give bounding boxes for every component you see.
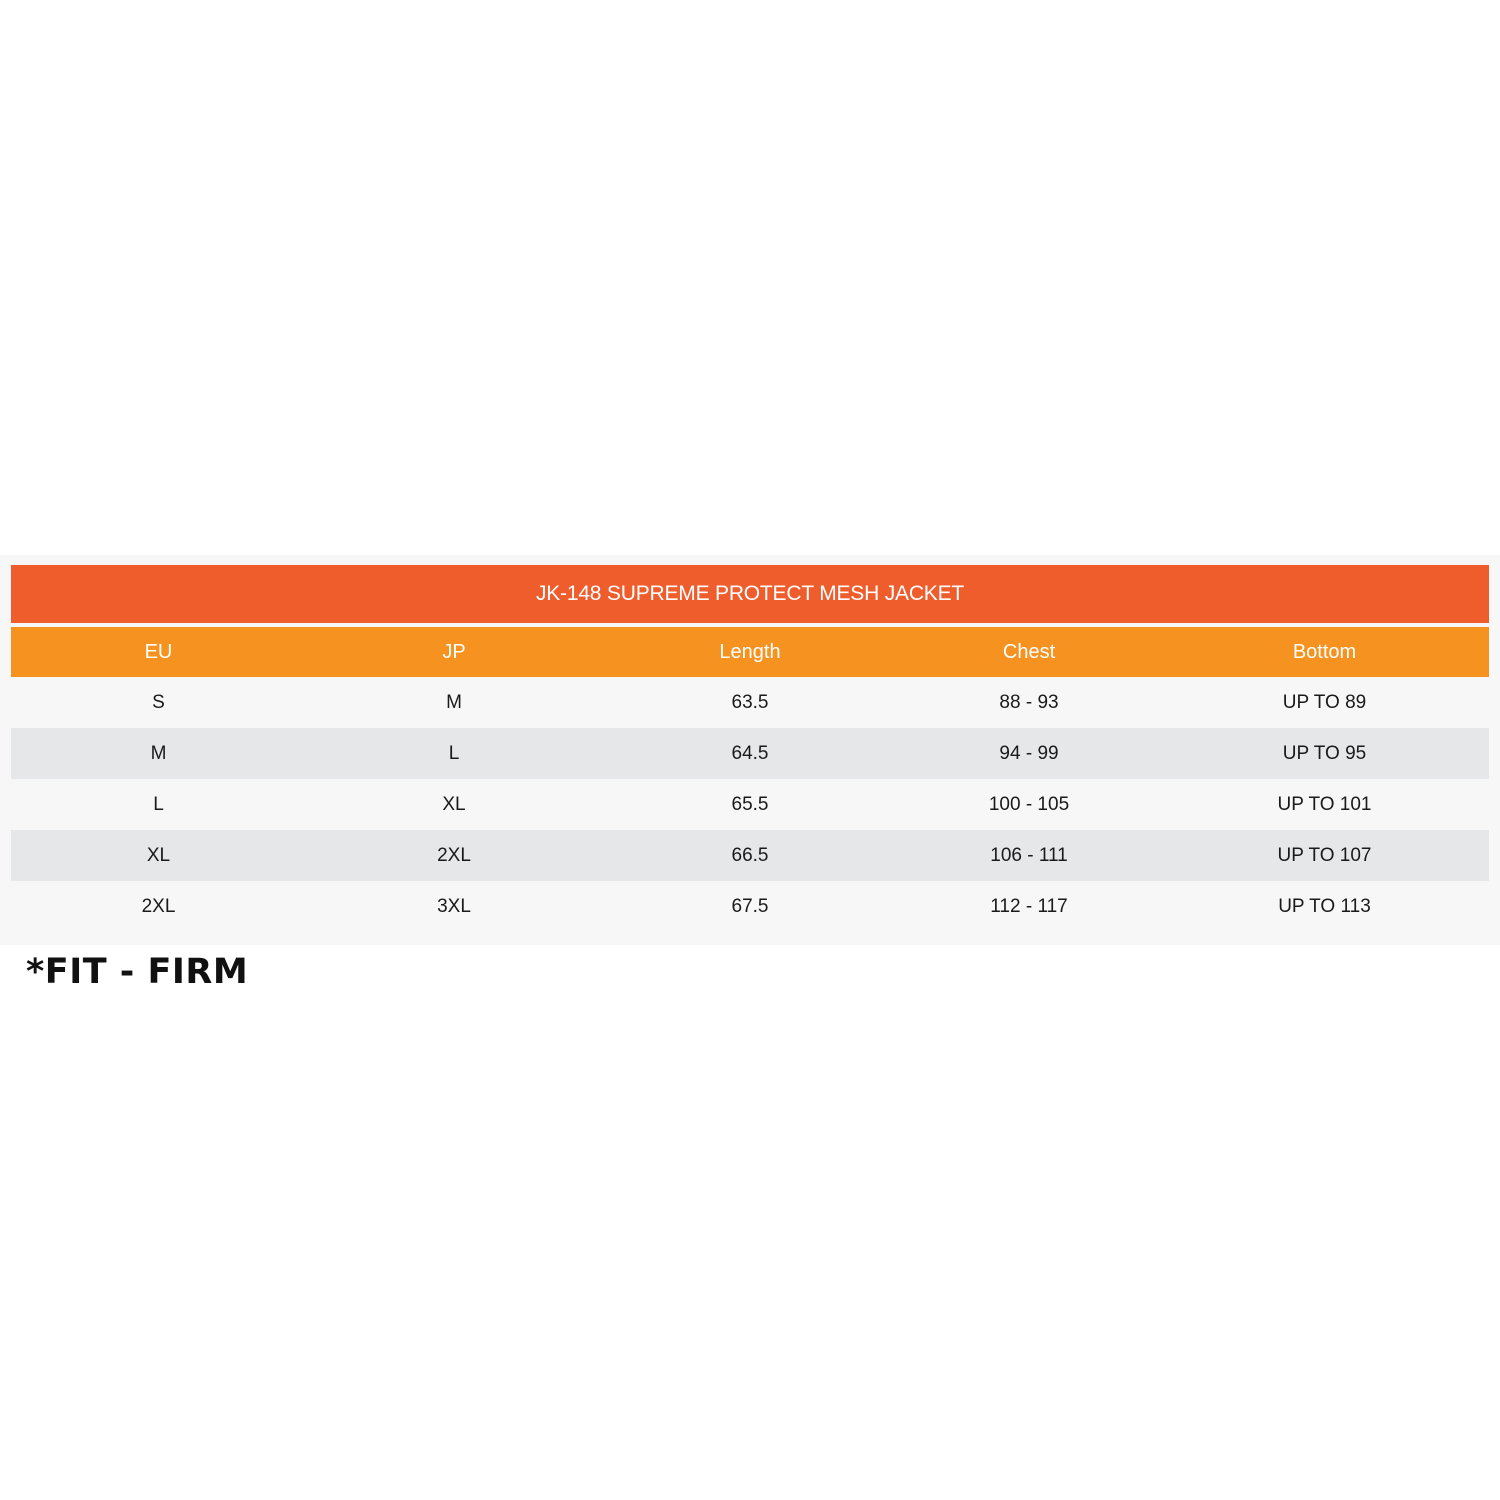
cell-jp: L — [448, 742, 460, 764]
cell-chest: 94 - 99 — [999, 742, 1059, 764]
cell-length: 66.5 — [731, 844, 769, 866]
cell-length: 63.5 — [731, 691, 769, 713]
cell-length: 67.5 — [731, 895, 769, 917]
header-length: Length — [719, 640, 781, 663]
cell-bottom: UP TO 107 — [1277, 844, 1372, 866]
table-row — [11, 779, 1489, 830]
cell-chest: 112 - 117 — [990, 895, 1068, 917]
fit-note: *FIT - FIRM — [26, 952, 249, 992]
table-row — [11, 728, 1489, 779]
size-chart-header-row — [11, 627, 1489, 677]
size-chart-title — [11, 565, 1489, 623]
cell-jp: XL — [442, 793, 466, 815]
cell-eu: L — [153, 793, 164, 815]
header-jp: JP — [442, 640, 466, 663]
header-eu: EU — [144, 640, 173, 663]
cell-length: 64.5 — [731, 742, 769, 764]
cell-bottom: UP TO 113 — [1278, 895, 1371, 917]
table-row — [11, 881, 1489, 932]
cell-eu: 2XL — [141, 895, 176, 917]
table-row — [11, 677, 1489, 728]
size-chart-title-text: JK-148 SUPREME PROTECT MESH JACKET — [535, 582, 965, 605]
table-row — [11, 830, 1489, 881]
cell-chest: 88 - 93 — [999, 691, 1059, 713]
cell-eu: XL — [146, 844, 171, 866]
size-chart-body — [11, 677, 1489, 932]
header-chest: Chest — [1002, 640, 1056, 663]
cell-bottom: UP TO 95 — [1282, 742, 1367, 764]
cell-chest: 106 - 111 — [990, 844, 1068, 866]
cell-eu: S — [152, 691, 165, 713]
cell-length: 65.5 — [731, 793, 769, 815]
cell-eu: M — [150, 742, 167, 764]
cell-jp: M — [446, 691, 462, 713]
cell-jp: 3XL — [437, 895, 471, 917]
cell-bottom: UP TO 89 — [1282, 691, 1367, 713]
cell-bottom: UP TO 101 — [1277, 793, 1372, 815]
cell-jp: 2XL — [437, 844, 471, 866]
header-bottom: Bottom — [1292, 640, 1357, 663]
cell-chest: 100 - 105 — [988, 793, 1070, 815]
